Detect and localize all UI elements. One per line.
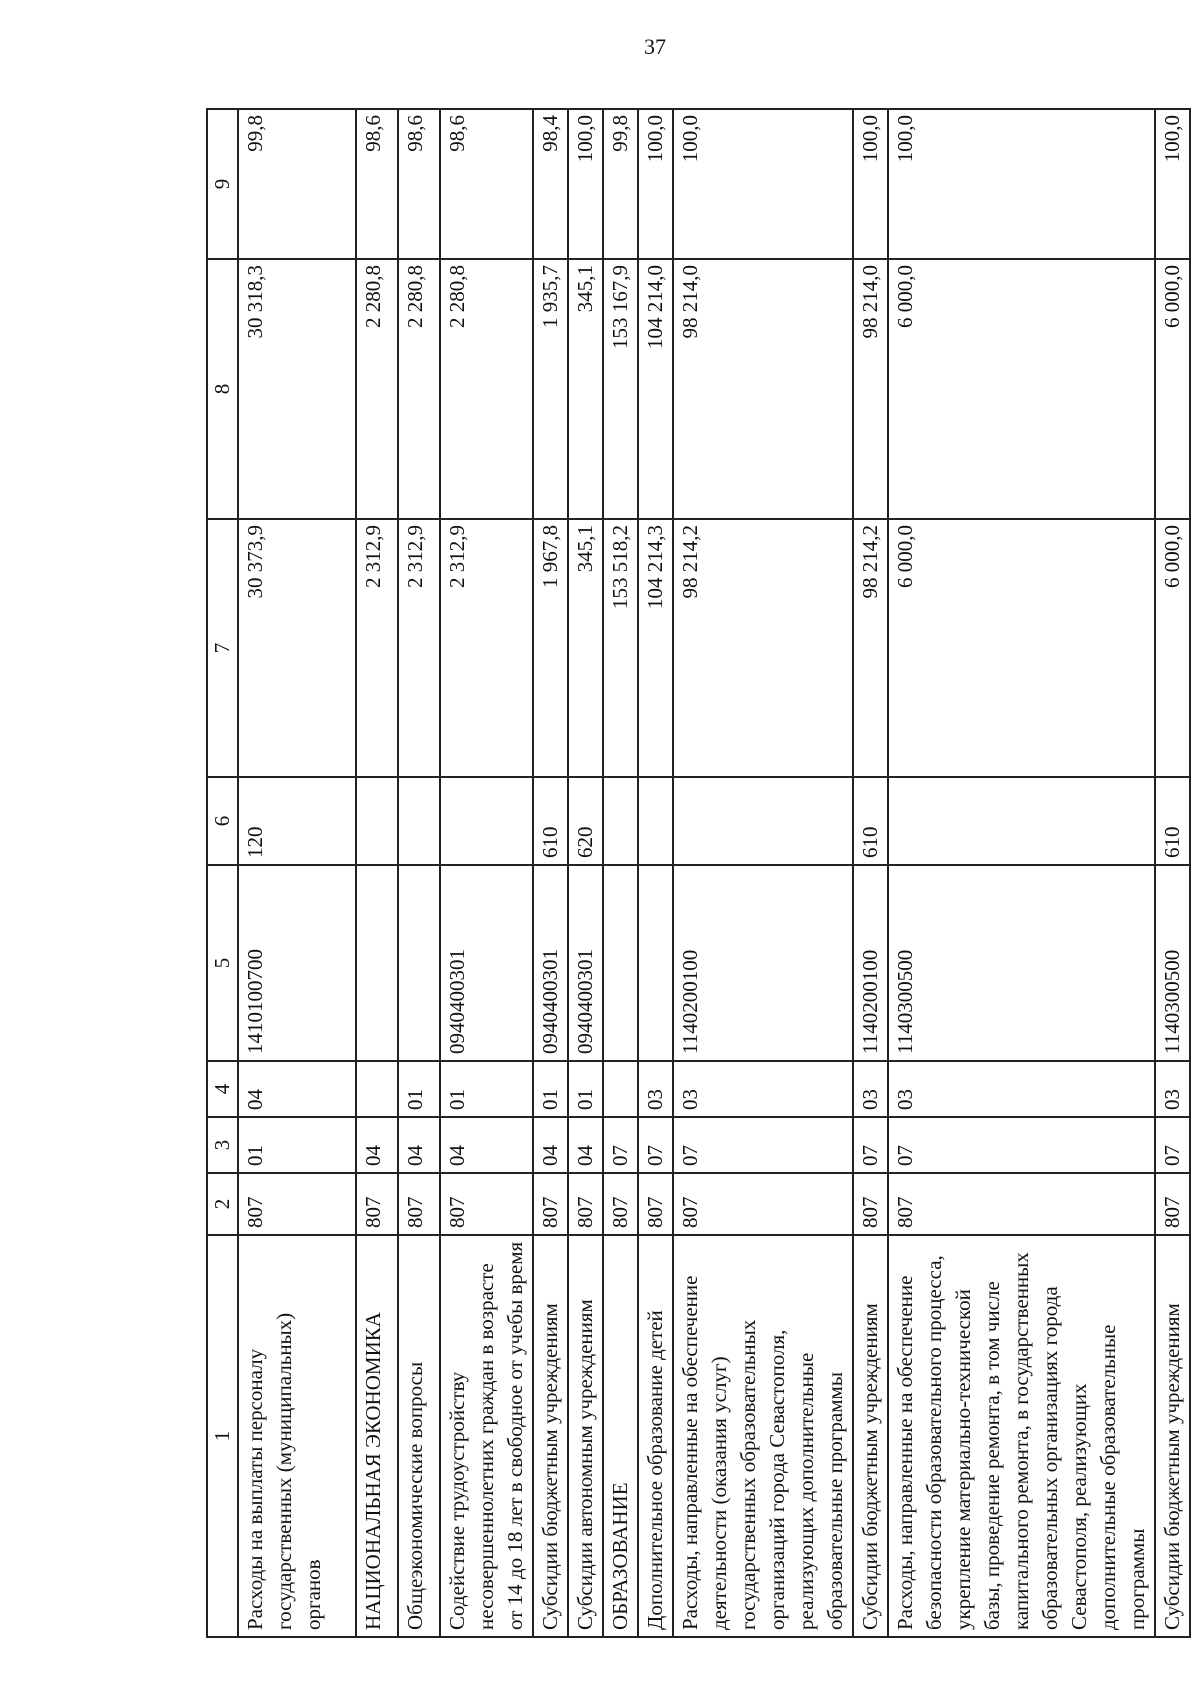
row-description: Расходы на выплаты персоналу государственных (муниципальных) органов: [238, 1235, 356, 1637]
row-description: Субсидии бюджетным учреждениям: [533, 1235, 568, 1637]
table-row: [1155, 109, 1190, 1637]
cell-grbs: 807: [888, 1173, 1155, 1235]
cell-section: 07: [888, 1117, 1155, 1173]
cell-subsection: 04: [238, 1061, 356, 1117]
cell-target-item: 1140200100: [853, 865, 888, 1061]
row-description: Субсидии бюджетным учреждениям: [853, 1235, 888, 1637]
cell-planned: 98 214,2: [853, 519, 888, 777]
table-row: [356, 109, 398, 1637]
table-row: [603, 109, 638, 1637]
table-row: [638, 109, 673, 1637]
cell-grbs: 807: [673, 1173, 853, 1235]
cell-grbs: 807: [533, 1173, 568, 1235]
cell-executed: 2 280,8: [440, 259, 533, 519]
cell-grbs: 807: [398, 1173, 440, 1235]
page-number: 37: [644, 34, 666, 59]
row-description: Общеэкономические вопросы: [398, 1235, 440, 1637]
cell-grbs: 807: [853, 1173, 888, 1235]
row-description: НАЦИОНАЛЬНАЯ ЭКОНОМИКА: [356, 1235, 398, 1637]
cell-subsection: 03: [888, 1061, 1155, 1117]
cell-section: 04: [440, 1117, 533, 1173]
row-description: Субсидии автономным учреждениям: [568, 1235, 603, 1637]
cell-target-item: 0940400301: [568, 865, 603, 1061]
cell-percent: 99,8: [238, 109, 356, 259]
cell-target-item: 0940400301: [533, 865, 568, 1061]
cell-planned: 2 312,9: [440, 519, 533, 777]
cell-subsection: 03: [673, 1061, 853, 1117]
cell-target-item: [356, 865, 398, 1061]
cell-expense-type: 120: [238, 777, 356, 865]
cell-percent: 100,0: [638, 109, 673, 259]
cell-percent: 98,4: [533, 109, 568, 259]
row-description: ОБРАЗОВАНИЕ: [603, 1235, 638, 1637]
table-row: [568, 109, 603, 1637]
cell-grbs: 807: [356, 1173, 398, 1235]
cell-section: 04: [398, 1117, 440, 1173]
cell-planned: 153 518,2: [603, 519, 638, 777]
cell-grbs: 807: [1155, 1173, 1190, 1235]
cell-grbs: 807: [638, 1173, 673, 1235]
cell-planned: 6 000,0: [888, 519, 1155, 777]
cell-percent: 100,0: [1155, 109, 1190, 259]
cell-subsection: 01: [398, 1061, 440, 1117]
cell-planned: 2 312,9: [398, 519, 440, 777]
cell-section: 07: [673, 1117, 853, 1173]
cell-planned: 6 000,0: [1155, 519, 1190, 777]
row-description: Расходы, направленные на обеспечение деятельности (оказания услуг) государственных образовательных организаций города Севастополя, реализующих дополнительные образовательные программы: [673, 1235, 853, 1637]
column-header: 7: [207, 519, 238, 777]
cell-expense-type: [356, 777, 398, 865]
table-row: [853, 109, 888, 1637]
cell-percent: 100,0: [673, 109, 853, 259]
row-description: Содействие трудоустройству несовершеннолетних граждан в возрасте от 14 до 18 лет в свободное от учебы время: [440, 1235, 533, 1637]
budget-table: [206, 108, 1191, 1638]
cell-section: 07: [1155, 1117, 1190, 1173]
cell-executed: 2 280,8: [356, 259, 398, 519]
column-header: 1: [207, 1235, 238, 1637]
cell-section: 07: [603, 1117, 638, 1173]
cell-expense-type: 610: [533, 777, 568, 865]
cell-expense-type: 620: [568, 777, 603, 865]
cell-expense-type: 610: [1155, 777, 1190, 865]
cell-section: 07: [638, 1117, 673, 1173]
cell-subsection: 03: [638, 1061, 673, 1117]
cell-executed: 98 214,0: [853, 259, 888, 519]
cell-subsection: [356, 1061, 398, 1117]
column-header: 9: [207, 109, 238, 259]
cell-target-item: 1140300500: [888, 865, 1155, 1061]
cell-percent: 98,6: [356, 109, 398, 259]
cell-expense-type: [398, 777, 440, 865]
column-header: 4: [207, 1061, 238, 1117]
cell-section: 01: [238, 1117, 356, 1173]
cell-grbs: 807: [568, 1173, 603, 1235]
cell-grbs: 807: [603, 1173, 638, 1235]
cell-executed: 104 214,0: [638, 259, 673, 519]
column-header: 3: [207, 1117, 238, 1173]
cell-percent: 98,6: [398, 109, 440, 259]
cell-percent: 98,6: [440, 109, 533, 259]
cell-executed: 30 318,3: [238, 259, 356, 519]
table-header-row: [207, 109, 238, 1637]
cell-grbs: 807: [440, 1173, 533, 1235]
cell-expense-type: [603, 777, 638, 865]
cell-section: 04: [533, 1117, 568, 1173]
table-row: [238, 109, 356, 1637]
cell-percent: 100,0: [853, 109, 888, 259]
cell-target-item: 1410100700: [238, 865, 356, 1061]
cell-section: 07: [853, 1117, 888, 1173]
row-description: Дополнительное образование детей: [638, 1235, 673, 1637]
cell-percent: 100,0: [888, 109, 1155, 259]
cell-section: 04: [356, 1117, 398, 1173]
cell-executed: 2 280,8: [398, 259, 440, 519]
column-header: 8: [207, 259, 238, 519]
table-row: [398, 109, 440, 1637]
cell-executed: 153 167,9: [603, 259, 638, 519]
column-header: 2: [207, 1173, 238, 1235]
cell-executed: 6 000,0: [888, 259, 1155, 519]
cell-target-item: 0940400301: [440, 865, 533, 1061]
cell-target-item: [398, 865, 440, 1061]
cell-target-item: 1140300500: [1155, 865, 1190, 1061]
cell-planned: 98 214,2: [673, 519, 853, 777]
cell-executed: 1 935,7: [533, 259, 568, 519]
column-header: 5: [207, 865, 238, 1061]
cell-subsection: [603, 1061, 638, 1117]
cell-subsection: 03: [1155, 1061, 1190, 1117]
cell-target-item: [638, 865, 673, 1061]
cell-percent: 100,0: [568, 109, 603, 259]
cell-subsection: 01: [568, 1061, 603, 1117]
cell-planned: 30 373,9: [238, 519, 356, 777]
cell-section: 04: [568, 1117, 603, 1173]
cell-planned: 104 214,3: [638, 519, 673, 777]
row-description: Расходы, направленные на обеспечение безопасности образовательного процесса, укрепление материально-технической базы, проведение ремонта, в том числе капитального ремонта, в государственных образовательных организациях города Севастополя, реализующих дополнительные образовательные программы: [888, 1235, 1155, 1637]
table-row: [888, 109, 1155, 1637]
cell-subsection: 01: [533, 1061, 568, 1117]
cell-subsection: 03: [853, 1061, 888, 1117]
cell-expense-type: 610: [853, 777, 888, 865]
rotated-table-container: [206, 110, 1184, 1638]
cell-planned: 1 967,8: [533, 519, 568, 777]
cell-grbs: 807: [238, 1173, 356, 1235]
cell-target-item: [603, 865, 638, 1061]
cell-expense-type: [673, 777, 853, 865]
cell-planned: 345,1: [568, 519, 603, 777]
table-row: [533, 109, 568, 1637]
table-row: [673, 109, 853, 1637]
cell-expense-type: [888, 777, 1155, 865]
row-description: Субсидии бюджетным учреждениям: [1155, 1235, 1190, 1637]
cell-executed: 98 214,0: [673, 259, 853, 519]
cell-subsection: 01: [440, 1061, 533, 1117]
cell-planned: 2 312,9: [356, 519, 398, 777]
cell-executed: 6 000,0: [1155, 259, 1190, 519]
cell-executed: 345,1: [568, 259, 603, 519]
cell-target-item: 1140200100: [673, 865, 853, 1061]
cell-expense-type: [440, 777, 533, 865]
column-header: 6: [207, 777, 238, 865]
cell-expense-type: [638, 777, 673, 865]
cell-percent: 99,8: [603, 109, 638, 259]
table-row: [440, 109, 533, 1637]
